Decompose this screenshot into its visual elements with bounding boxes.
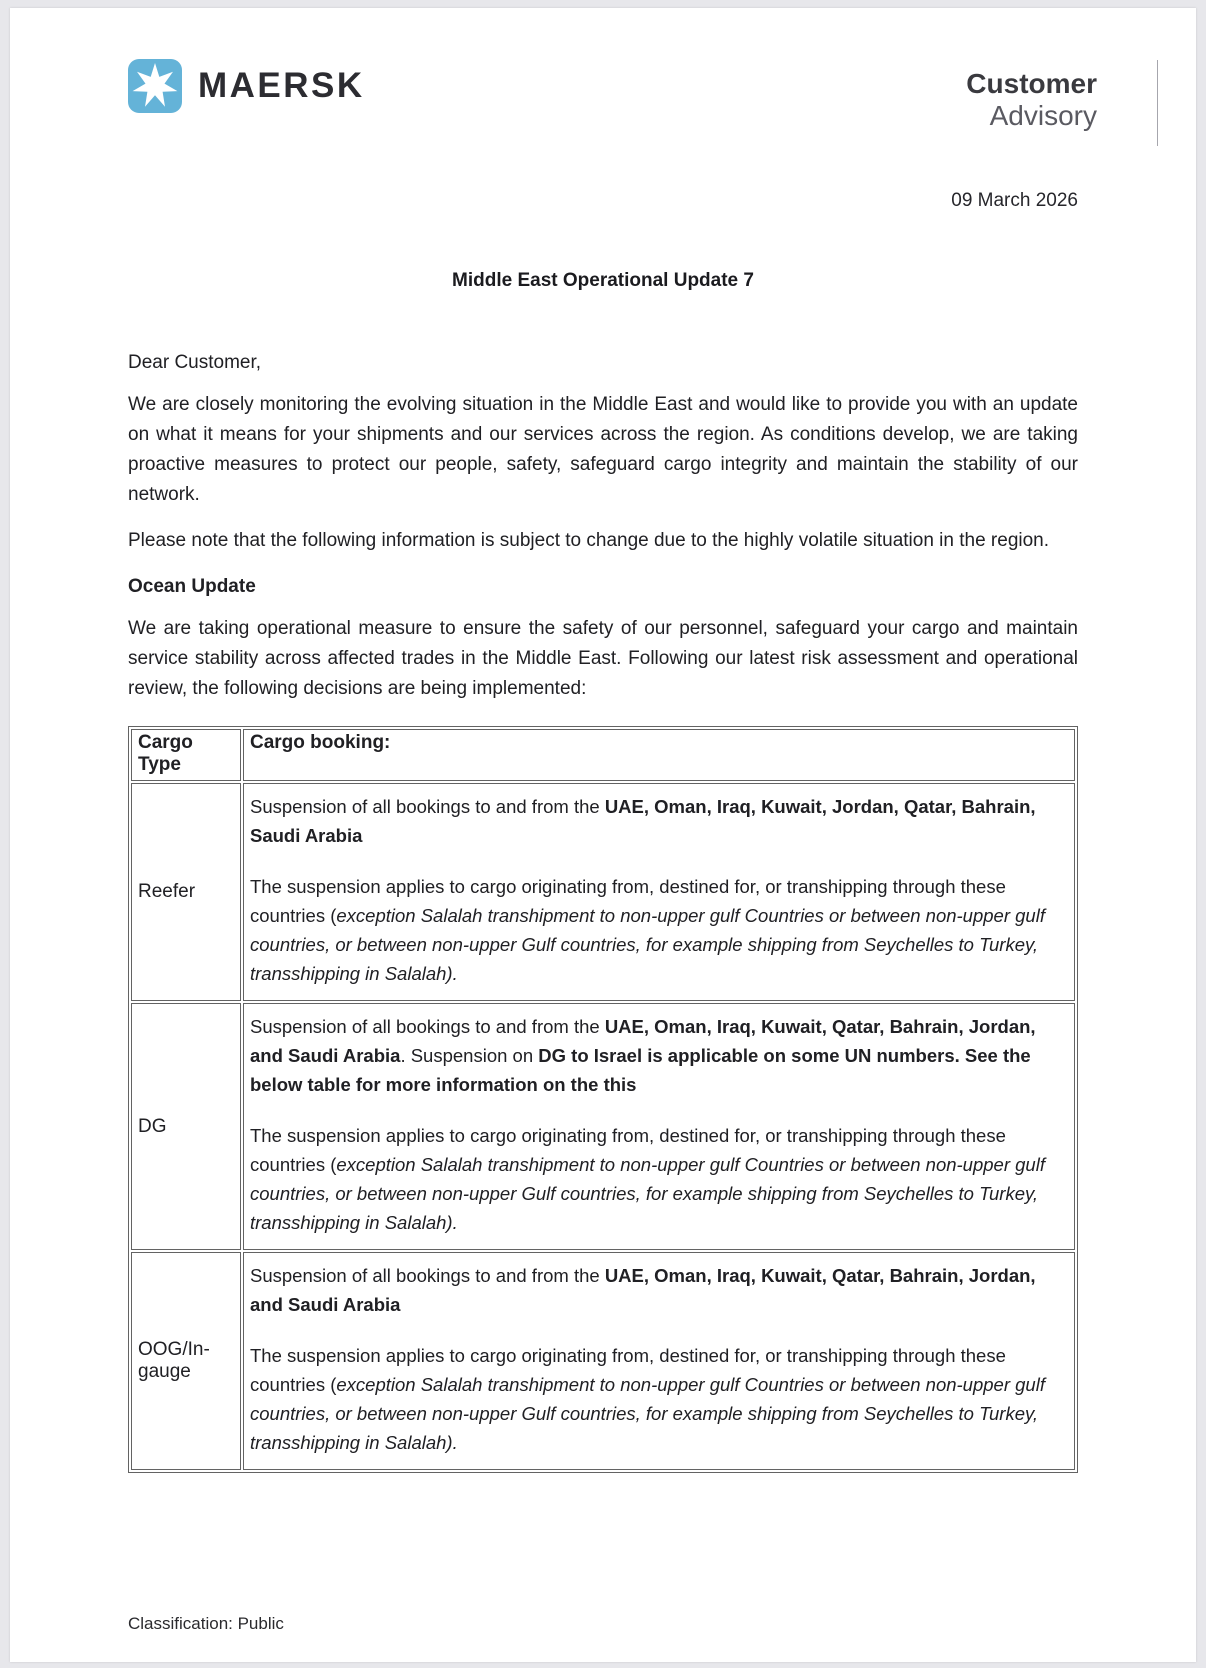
table-header-cargo-type: Cargo Type bbox=[131, 729, 241, 781]
cargo-booking-paragraph: Suspension of all bookings to and from the UAE, Oman, Iraq, Kuwait, Jordan, Qatar, Bahrain, Saudi Arabia bbox=[250, 796, 1036, 846]
cargo-booking-paragraph: Suspension of all bookings to and from the UAE, Oman, Iraq, Kuwait, Qatar, Bahrain, Jordan, and Saudi Arabia bbox=[250, 1265, 1036, 1315]
footer-classification: Classification: Public bbox=[128, 1614, 284, 1633]
cargo-type-cell: OOG/In-gauge bbox=[131, 1252, 241, 1470]
advisory-line2: Advisory bbox=[989, 100, 1097, 131]
table-header-cargo-booking: Cargo booking: bbox=[243, 729, 1075, 781]
maersk-logo bbox=[128, 8, 1078, 114]
advisory-badge bbox=[966, 60, 1158, 146]
body-paragraph-2: Please note that the following information is subject to change due to the highly volatile situation in the region. bbox=[128, 530, 1050, 551]
table-header-row bbox=[131, 729, 1075, 781]
salutation: Dear Customer, bbox=[128, 352, 262, 373]
cargo-booking-paragraph: The suspension applies to cargo originating from, destined for, or transhipping through these countries (exception Salalah transhipment to non-upper gulf Countries or between non-upper gulf countries, or between non-upper Gulf countries, for example shipping from Seychelles to Turkey, transshipping in Salalah). bbox=[250, 1345, 1045, 1453]
cargo-booking-cell bbox=[243, 1003, 1075, 1250]
table-row bbox=[131, 1003, 1075, 1250]
cargo-type-cell: DG bbox=[131, 1003, 241, 1250]
document-page bbox=[10, 8, 1196, 1662]
cargo-booking-paragraph: The suspension applies to cargo originating from, destined for, or transhipping through these countries (exception Salalah transhipment to non-upper gulf Countries or between non-upper gulf countries, or between non-upper Gulf countries, for example shipping from Seychelles to Turkey, transshipping in Salalah). bbox=[250, 876, 1045, 984]
section-intro-paragraph: We are taking operational measure to ensure the safety of our personnel, safeguard your cargo and maintain service stability across affected trades in the Middle East. Following our latest risk assessment and operational review, the following decisions are being implemented: bbox=[128, 618, 1078, 699]
page-title: Middle East Operational Update 7 bbox=[452, 270, 754, 291]
cargo-booking-paragraph: The suspension applies to cargo originating from, destined for, or transhipping through these countries (exception Salalah transhipment to non-upper gulf Countries or between non-upper gulf countries, or between non-upper Gulf countries, for example shipping from Seychelles to Turkey, transshipping in Salalah). bbox=[250, 1125, 1045, 1233]
cargo-booking-paragraph: Suspension of all bookings to and from the UAE, Oman, Iraq, Kuwait, Qatar, Bahrain, Jordan, and Saudi Arabia. Suspension on DG to Israel is applicable on some UN numbers. See the below table for more information on the this bbox=[250, 1016, 1036, 1095]
cargo-table bbox=[128, 726, 1078, 1473]
cargo-booking-cell bbox=[243, 783, 1075, 1001]
cargo-table-body bbox=[131, 783, 1075, 1470]
cargo-booking-cell bbox=[243, 1252, 1075, 1470]
document-content bbox=[10, 8, 1196, 1662]
maersk-star-icon bbox=[128, 59, 182, 113]
section-heading-ocean-update: Ocean Update bbox=[128, 576, 256, 597]
table-row bbox=[131, 783, 1075, 1001]
table-row bbox=[131, 1252, 1075, 1470]
cargo-type-cell: Reefer bbox=[131, 783, 241, 1001]
letter-date: 09 March 2026 bbox=[951, 190, 1078, 211]
advisory-line1: Customer bbox=[966, 68, 1097, 99]
body-paragraph-1: We are closely monitoring the evolving situation in the Middle East and would like to provide you with an update on what it means for your shipments and our services across the region. As conditions develop, we are taking proactive measures to protect our people, safety, safeguard cargo integrity and maintain the stability of our network. bbox=[128, 394, 1078, 505]
maersk-wordmark: MAERSK bbox=[198, 66, 365, 105]
